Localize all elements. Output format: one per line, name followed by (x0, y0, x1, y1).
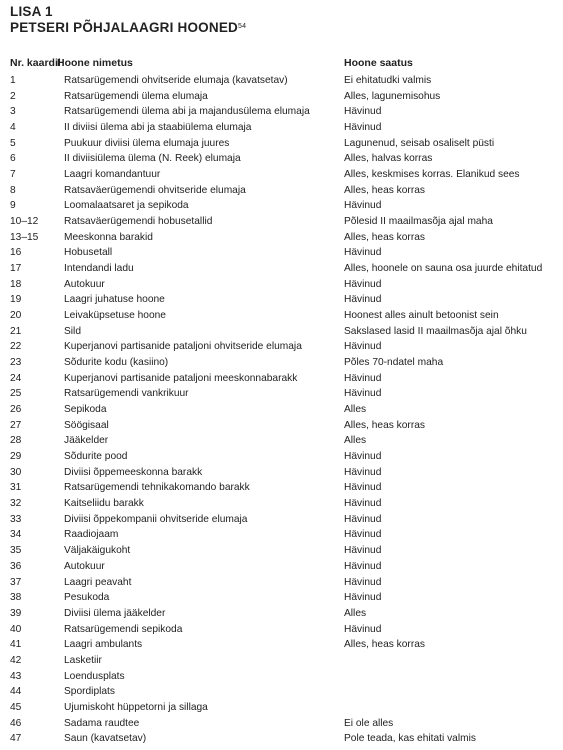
cell-number: 18 (10, 278, 22, 290)
table-row (0, 245, 563, 261)
column-header-number: Nr. kaardil (10, 57, 61, 69)
cell-building-name: Intendandi ladu (64, 263, 134, 275)
cell-number: 2 (10, 90, 16, 102)
table-row (0, 700, 563, 716)
cell-building-name: Autokuur (64, 278, 105, 290)
cell-building-name: Pesukoda (64, 592, 110, 604)
cell-building-fate: Ei ole alles (344, 717, 394, 729)
table-row (0, 73, 563, 89)
table-row (0, 496, 563, 512)
table-header (0, 57, 563, 71)
table-row (0, 355, 563, 371)
table-row (0, 371, 563, 387)
cell-building-fate: Hävinud (344, 341, 382, 353)
cell-number: 30 (10, 466, 22, 478)
table-row (0, 653, 563, 669)
cell-building-name: Autokuur (64, 560, 105, 572)
cell-number: 35 (10, 545, 22, 557)
cell-building-fate: Alles, keskmises korras. Elanikud sees (344, 169, 520, 181)
table-row (0, 480, 563, 496)
cell-building-name: Diviisi õppemeeskonna barakk (64, 466, 203, 478)
cell-building-name: Kuperjanovi partisanide pataljoni ohvitseride elumaja (64, 341, 302, 353)
cell-building-name: Meeskonna barakid (64, 231, 153, 243)
cell-building-fate: Pole teada, kas ehitati valmis (344, 733, 476, 745)
cell-number: 36 (10, 560, 22, 572)
cell-number: 19 (10, 294, 22, 306)
cell-building-fate: Hävinud (344, 498, 382, 510)
cell-number: 32 (10, 498, 22, 510)
cell-building-name: Loendusplats (64, 670, 125, 682)
table-row (0, 559, 563, 575)
cell-number: 25 (10, 388, 22, 400)
cell-building-fate: Hävinud (344, 466, 382, 478)
cell-building-fate: Hävinud (344, 482, 382, 494)
cell-building-name: Ratsarügemendi tehnikakomando barakk (64, 482, 250, 494)
table-row (0, 151, 563, 167)
table-row (0, 527, 563, 543)
table-row (0, 575, 563, 591)
cell-building-name: Laagri juhatuse hoone (64, 294, 165, 306)
cell-building-fate: Sakslased lasid II maailmasõja ajal õhku (344, 325, 527, 337)
cell-building-name: Ratsaväerügemendi ohvitseride elumaja (64, 184, 246, 196)
table-row (0, 339, 563, 355)
page-title (10, 20, 246, 36)
table-row (0, 606, 563, 622)
cell-building-fate: Hävinud (344, 529, 382, 541)
cell-building-fate: Hävinud (344, 247, 382, 259)
cell-building-name: II diviisi ülema abi ja staabiülema elumaja (64, 122, 252, 134)
cell-number: 31 (10, 482, 22, 494)
cell-number: 43 (10, 670, 22, 682)
cell-building-fate: Alles, halvas korras (344, 153, 433, 165)
cell-building-name: Ratsarügemendi sepikoda (64, 623, 183, 635)
column-header-name: Hoone nimetus (57, 57, 133, 69)
page-title-text: PETSERI PÕHJALAAGRI HOONED (10, 20, 238, 35)
cell-building-name: Kaitseliidu barakk (64, 498, 144, 510)
cell-building-name: Saun (kavatsetav) (64, 733, 147, 745)
cell-number: 23 (10, 357, 22, 369)
cell-building-name: Laagri ambulants (64, 639, 143, 651)
cell-building-name: Söögisaal (64, 419, 109, 431)
cell-building-fate: Alles, hoonele on sauna osa juurde ehitatud (344, 263, 543, 275)
cell-building-fate: Alles, heas korras (344, 639, 425, 651)
cell-number: 21 (10, 325, 22, 337)
cell-building-fate: Hävinud (344, 278, 382, 290)
cell-number: 27 (10, 419, 22, 431)
cell-building-fate: Hävinud (344, 560, 382, 572)
cell-building-name: Ratsaväerügemendi hobusetallid (64, 216, 213, 228)
cell-number: 39 (10, 607, 22, 619)
table-row (0, 449, 563, 465)
cell-number: 26 (10, 404, 22, 416)
cell-number: 10–12 (10, 216, 39, 228)
cell-number: 24 (10, 372, 22, 384)
cell-building-fate: Hävinud (344, 592, 382, 604)
table-row (0, 433, 563, 449)
cell-building-name: Spordiplats (64, 686, 115, 698)
cell-building-name: II diviisiülema ülema (N. Reek) elumaja (64, 153, 241, 165)
table-row (0, 183, 563, 199)
cell-building-name: Diviisi õppekompanii ohvitseride elumaja (64, 513, 248, 525)
cell-number: 40 (10, 623, 22, 635)
cell-number: 29 (10, 451, 22, 463)
cell-building-fate: Hoonest alles ainult betoonist sein (344, 310, 499, 322)
cell-building-name: Puukuur diviisi ülema elumaja juures (64, 137, 230, 149)
cell-building-name: Sadama raudtee (64, 717, 140, 729)
table-row (0, 324, 563, 340)
cell-building-name: Laagri peavaht (64, 576, 132, 588)
cell-building-name: Ratsarügemendi ülema abi ja majandusülema elumaja (64, 106, 310, 118)
cell-number: 17 (10, 263, 22, 275)
cell-building-fate: Hävinud (344, 122, 382, 134)
cell-building-fate: Hävinud (344, 623, 382, 635)
cell-number: 46 (10, 717, 22, 729)
cell-number: 45 (10, 701, 22, 713)
cell-number: 6 (10, 153, 16, 165)
cell-number: 4 (10, 122, 16, 134)
table-row (0, 418, 563, 434)
cell-building-name: Diviisi ülema jääkelder (64, 607, 166, 619)
table-row (0, 277, 563, 293)
cell-building-name: Väljakäigukoht (64, 545, 131, 557)
table-row (0, 136, 563, 152)
cell-building-name: Loomalaatsaret ja sepikoda (64, 200, 189, 212)
cell-number: 44 (10, 686, 22, 698)
cell-building-fate: Hävinud (344, 372, 382, 384)
cell-building-name: Leivaküpsetuse hoone (64, 310, 166, 322)
table-row (0, 465, 563, 481)
cell-building-fate: Alles, lagunemisohus (344, 90, 441, 102)
cell-building-fate: Ei ehitatudki valmis (344, 75, 432, 86)
column-header-fate: Hoone saatus (344, 57, 413, 69)
table-row (0, 230, 563, 246)
table-row (0, 198, 563, 214)
cell-building-name: Hobusetall (64, 247, 113, 259)
cell-number: 9 (10, 200, 16, 212)
table-row (0, 214, 563, 230)
cell-building-name: Ratsarügemendi ülema elumaja (64, 90, 208, 102)
table-row (0, 622, 563, 638)
cell-number: 22 (10, 341, 22, 353)
cell-building-fate: Alles (344, 607, 367, 619)
table-row (0, 386, 563, 402)
cell-building-fate: Alles (344, 435, 367, 447)
cell-building-fate: Hävinud (344, 200, 382, 212)
cell-building-fate: Hävinud (344, 451, 382, 463)
table-row (0, 669, 563, 685)
cell-number: 1 (10, 75, 16, 86)
cell-building-fate: Hävinud (344, 513, 382, 525)
cell-building-fate: Lagunenud, seisab osaliselt püsti (344, 137, 495, 149)
table-row (0, 167, 563, 183)
cell-building-fate: Alles, heas korras (344, 231, 425, 243)
cell-building-name: Sild (64, 325, 81, 337)
cell-building-fate: Põlesid II maailmasõja ajal maha (344, 216, 493, 228)
cell-building-fate: Alles, heas korras (344, 419, 425, 431)
cell-number: 42 (10, 654, 22, 666)
cell-building-fate: Alles, heas korras (344, 184, 425, 196)
cell-building-name: Raadiojaam (64, 529, 119, 541)
appendix-label: LISA 1 (10, 4, 53, 19)
table-row (0, 308, 563, 324)
document-heading (10, 4, 246, 36)
cell-building-fate: Hävinud (344, 388, 382, 400)
cell-number: 8 (10, 184, 16, 196)
table-row (0, 684, 563, 700)
cell-number: 20 (10, 310, 22, 322)
cell-number: 3 (10, 106, 16, 118)
cell-building-fate: Hävinud (344, 294, 382, 306)
cell-building-name: Sõdurite pood (64, 451, 128, 463)
cell-building-name: Ujumiskoht hüppetorni ja sillaga (64, 701, 208, 713)
table-row (0, 731, 563, 747)
table-row (0, 261, 563, 277)
cell-building-name: Sepikoda (64, 404, 107, 416)
cell-building-name: Kuperjanovi partisanide pataljoni meeskonnabarakk (64, 372, 298, 384)
cell-building-name: Ratsarügemendi vankrikuur (64, 388, 189, 400)
table-row (0, 104, 563, 120)
table-row (0, 120, 563, 136)
cell-building-fate: Alles (344, 404, 367, 416)
table-row (0, 512, 563, 528)
table-row (0, 716, 563, 732)
cell-number: 7 (10, 169, 16, 181)
cell-number: 38 (10, 592, 22, 604)
cell-building-name: Sõdurite kodu (kasiino) (64, 357, 169, 369)
table-row (0, 89, 563, 105)
cell-building-fate: Hävinud (344, 106, 382, 118)
cell-number: 41 (10, 639, 22, 651)
cell-number: 37 (10, 576, 22, 588)
table-row (0, 637, 563, 653)
cell-number: 34 (10, 529, 22, 541)
table-row (0, 402, 563, 418)
table-row (0, 590, 563, 606)
cell-building-name: Laagri komandantuur (64, 169, 161, 181)
table-row (0, 292, 563, 308)
cell-number: 16 (10, 247, 22, 259)
cell-building-fate: Hävinud (344, 576, 382, 588)
cell-building-name: Lasketiir (64, 654, 102, 666)
cell-number: 33 (10, 513, 22, 525)
cell-number: 5 (10, 137, 16, 149)
cell-number: 13–15 (10, 231, 39, 243)
cell-building-fate: Põles 70-ndatel maha (344, 357, 444, 369)
table-body (0, 73, 563, 747)
cell-number: 47 (10, 733, 22, 745)
cell-building-name: Jääkelder (64, 435, 109, 447)
table-row (0, 543, 563, 559)
cell-number: 28 (10, 435, 22, 447)
cell-building-fate: Hävinud (344, 545, 382, 557)
footnote-marker: 54 (237, 23, 247, 30)
cell-building-name: Ratsarügemendi ohvitseride elumaja (kavatsetav) (64, 75, 288, 86)
